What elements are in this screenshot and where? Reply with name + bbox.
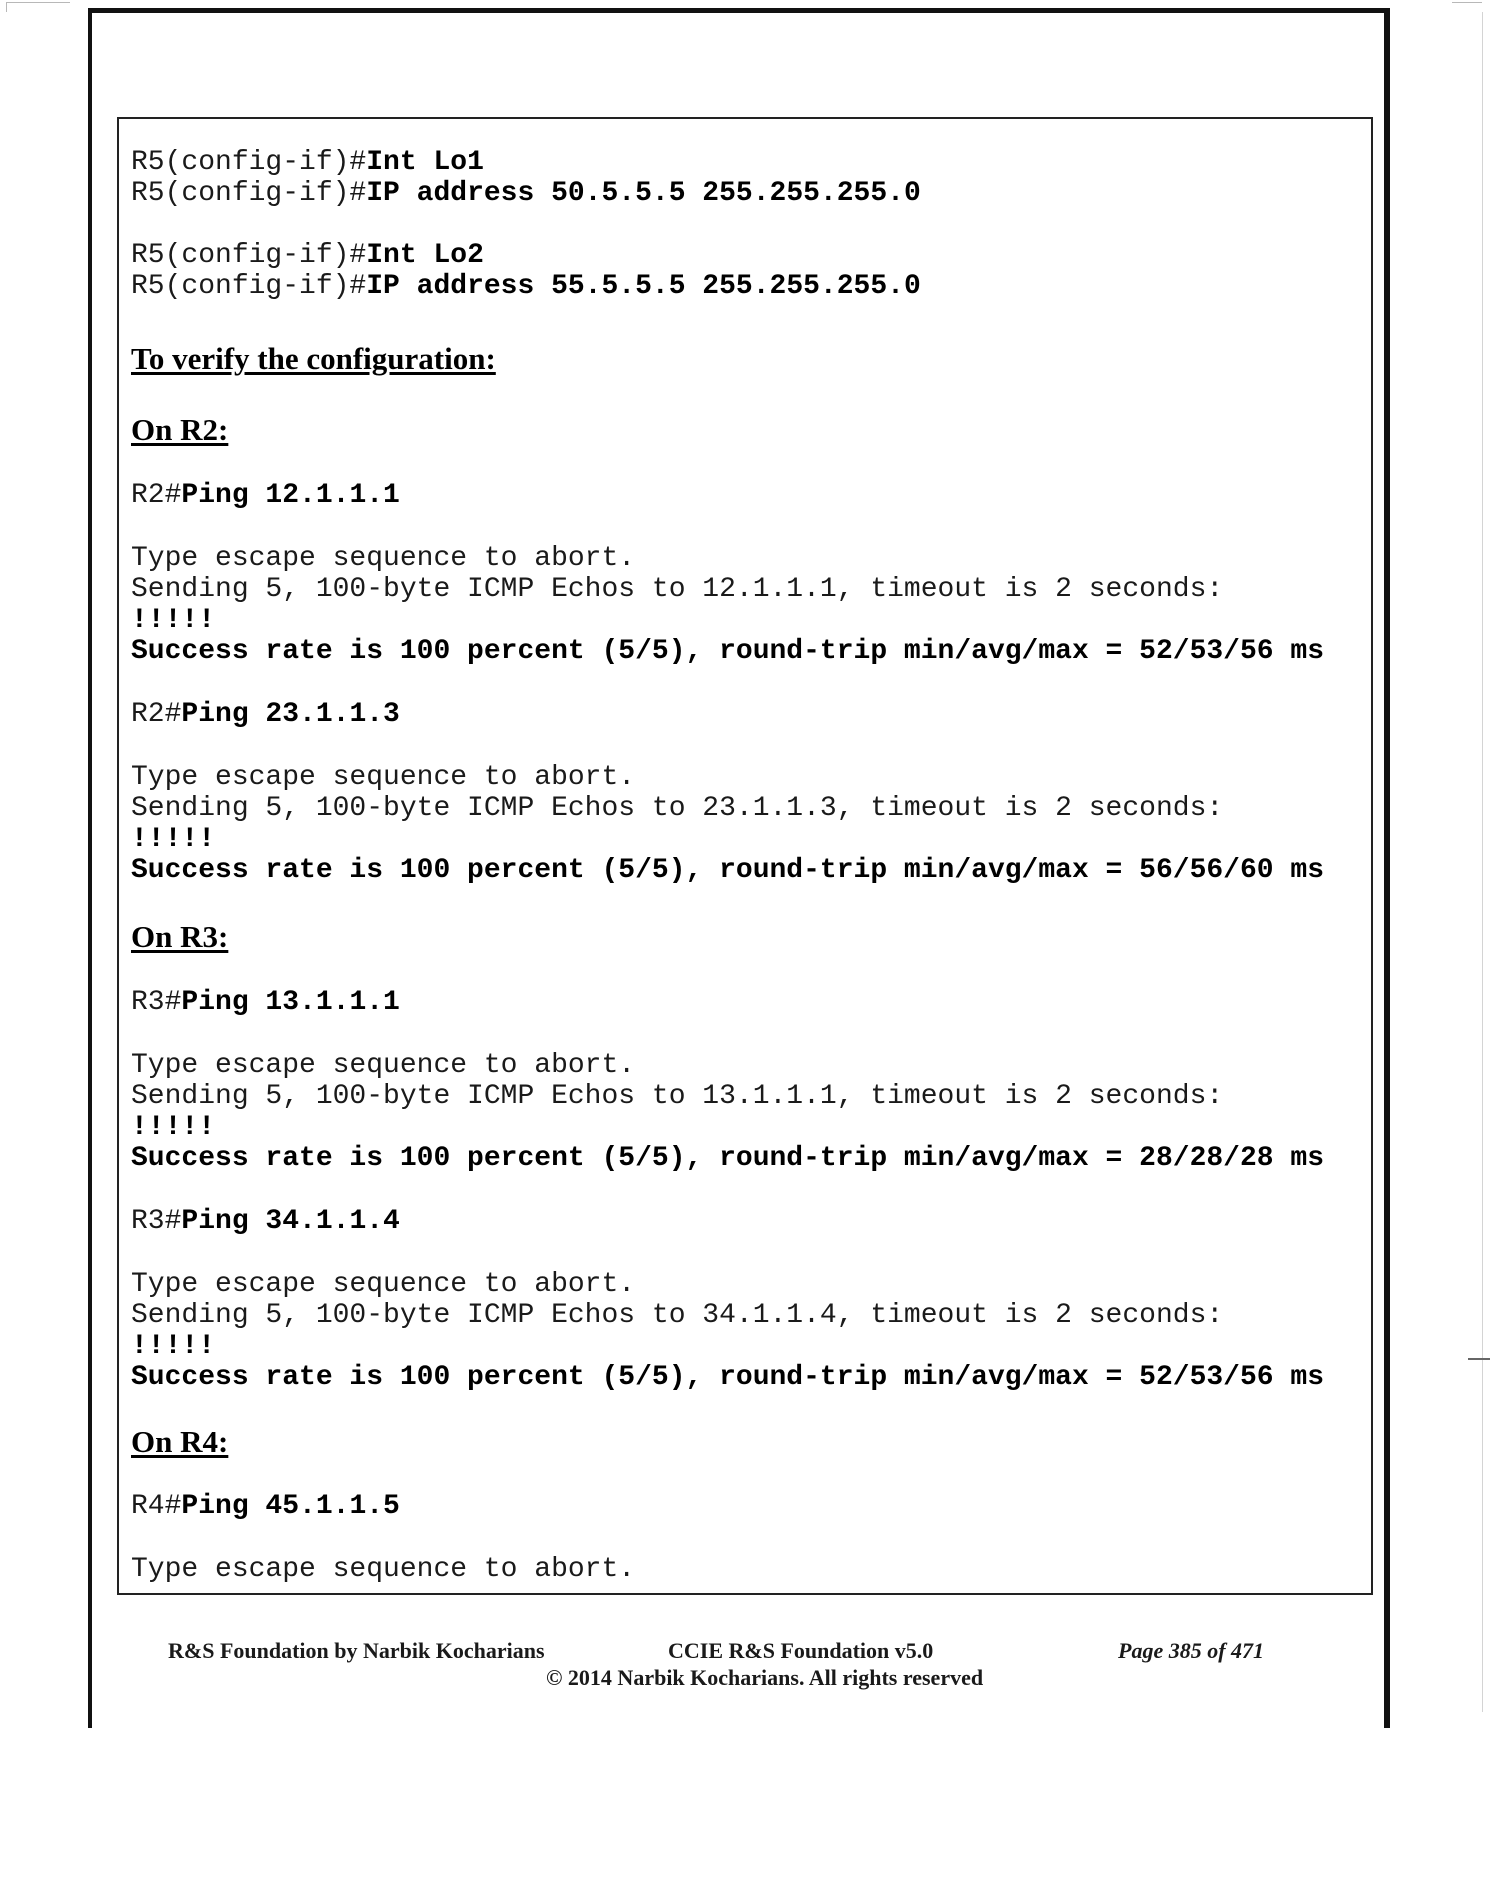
result: Success rate is 100 percent (5/5), round-trip min/avg/max = 56/56/60 ms (131, 855, 1324, 886)
footer-copyright: © 2014 Narbik Kocharians. All rights reserved (546, 1665, 984, 1690)
result: Success rate is 100 percent (5/5), round-trip min/avg/max = 52/53/56 ms (131, 636, 1324, 667)
config-command: Int Lo1 (366, 147, 484, 178)
bangs-line (131, 605, 215, 636)
verify-heading: To verify the configuration: (131, 341, 496, 376)
bangs: !!!!! (131, 605, 216, 636)
ping-command: Ping 34.1.1.4 (181, 1206, 400, 1237)
config-prompt: R5(config-if)# (131, 271, 367, 302)
ping-command-line (131, 1206, 400, 1237)
escape-line: Type escape sequence to abort. (131, 1050, 636, 1081)
config-prompt: R5(config-if)# (131, 147, 367, 178)
router-prompt: R3# (131, 1206, 182, 1237)
section-heading-r2: On R2: (131, 412, 229, 447)
router-prompt: R2# (131, 699, 182, 730)
scan-mark-top-left-vertical (6, 2, 7, 12)
router-prompt: R2# (131, 480, 182, 511)
footer-author: R&S Foundation by Narbik Kocharians (168, 1638, 545, 1663)
sending-line: Sending 5, 100-byte ICMP Echos to 13.1.1.1, timeout is 2 seconds: (131, 1081, 1224, 1112)
ping-command: Ping 12.1.1.1 (181, 480, 400, 511)
config-prompt: R5(config-if)# (131, 240, 367, 271)
sending-line: Sending 5, 100-byte ICMP Echos to 12.1.1.1, timeout is 2 seconds: (131, 574, 1224, 605)
scan-mark-top-right (1452, 2, 1482, 3)
bangs: !!!!! (131, 1331, 216, 1362)
section-heading-r4: On R4: (131, 1424, 229, 1459)
router-prompt: R3# (131, 987, 182, 1018)
config-line (131, 271, 921, 302)
scan-mark-top-left (6, 2, 70, 3)
config-prompt: R5(config-if)# (131, 178, 367, 209)
sending-line: Sending 5, 100-byte ICMP Echos to 34.1.1.4, timeout is 2 seconds: (131, 1300, 1224, 1331)
ping-command: Ping 45.1.1.5 (181, 1491, 400, 1522)
bangs-line (131, 1112, 215, 1143)
result: Success rate is 100 percent (5/5), round-trip min/avg/max = 28/28/28 ms (131, 1143, 1324, 1174)
result: Success rate is 100 percent (5/5), round-trip min/avg/max = 52/53/56 ms (131, 1362, 1324, 1393)
bangs: !!!!! (131, 1112, 216, 1143)
result-line (131, 636, 1324, 667)
escape-line: Type escape sequence to abort. (131, 762, 636, 793)
escape-line: Type escape sequence to abort. (131, 1554, 636, 1585)
config-line (131, 240, 484, 271)
config-command: IP address 55.5.5.5 255.255.255.0 (366, 271, 921, 302)
result-line (131, 1143, 1324, 1174)
escape-line: Type escape sequence to abort. (131, 543, 636, 574)
bangs-line (131, 1331, 215, 1362)
config-line (131, 178, 921, 209)
footer-title: CCIE R&S Foundation v5.0 (668, 1638, 934, 1663)
router-prompt: R4# (131, 1491, 182, 1522)
ping-command-line (131, 480, 400, 511)
bangs-line (131, 824, 215, 855)
section-heading-r3: On R3: (131, 919, 229, 954)
footer-page-number: Page 385 of 471 (1118, 1638, 1265, 1663)
ping-command-line (131, 699, 400, 730)
ping-command: Ping 23.1.1.3 (181, 699, 400, 730)
config-command: Int Lo2 (366, 240, 484, 271)
ping-command-line (131, 1491, 400, 1522)
ping-command: Ping 13.1.1.1 (181, 987, 400, 1018)
scan-mark-right-tick (1468, 1358, 1490, 1360)
config-command: IP address 50.5.5.5 255.255.255.0 (366, 178, 921, 209)
result-line (131, 1362, 1324, 1393)
result-line (131, 855, 1324, 886)
scan-mark-right-edge (1482, 12, 1483, 1712)
bangs: !!!!! (131, 824, 216, 855)
content-box (117, 117, 1373, 1595)
sending-line: Sending 5, 100-byte ICMP Echos to 23.1.1.3, timeout is 2 seconds: (131, 793, 1224, 824)
ping-command-line (131, 987, 400, 1018)
escape-line: Type escape sequence to abort. (131, 1269, 636, 1300)
config-line (131, 147, 484, 178)
